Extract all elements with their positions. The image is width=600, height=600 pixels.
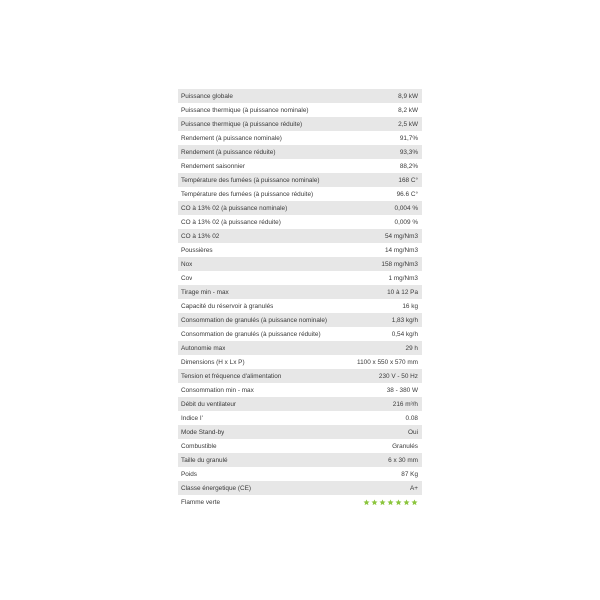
spec-label: Température des fumées (à puissance nominale) bbox=[181, 176, 320, 184]
spec-value: A+ bbox=[410, 484, 418, 492]
spec-row bbox=[178, 495, 422, 509]
spec-value: 93,3% bbox=[399, 148, 418, 156]
spec-row bbox=[178, 173, 422, 187]
spec-label: Classe énergetique (CE) bbox=[181, 484, 251, 492]
spec-label: Combustible bbox=[181, 442, 217, 450]
star-icon bbox=[363, 499, 370, 506]
star-icon bbox=[387, 499, 394, 506]
spec-value: 14 mg/Nm3 bbox=[384, 246, 418, 254]
spec-row bbox=[178, 481, 422, 495]
spec-value: 91,7% bbox=[399, 134, 418, 142]
spec-table bbox=[178, 89, 422, 509]
spec-value: 2,5 kW bbox=[398, 120, 418, 128]
spec-row bbox=[178, 89, 422, 103]
spec-value: 230 V - 50 Hz bbox=[378, 372, 418, 380]
star-icon bbox=[395, 499, 402, 506]
spec-value: 0,009 % bbox=[394, 218, 418, 226]
spec-row bbox=[178, 425, 422, 439]
spec-row bbox=[178, 467, 422, 481]
star-icon bbox=[371, 499, 378, 506]
spec-row bbox=[178, 411, 422, 425]
spec-value: 6 x 30 mm bbox=[388, 456, 418, 464]
spec-label: Indice I' bbox=[181, 414, 203, 422]
spec-label: Rendement saisonnier bbox=[181, 162, 245, 170]
spec-label: CO à 13% 02 (à puissance réduite) bbox=[181, 218, 281, 226]
spec-value: 158 mg/Nm3 bbox=[381, 260, 418, 268]
spec-value: 10 à 12 Pa bbox=[387, 288, 418, 296]
spec-value: 8,9 kW bbox=[398, 92, 418, 100]
spec-row bbox=[178, 103, 422, 117]
spec-label: Dimensions (H x Lx P) bbox=[181, 358, 245, 366]
spec-value: 54 mg/Nm3 bbox=[384, 232, 418, 240]
spec-label: Puissance thermique (à puissance nominale) bbox=[181, 106, 309, 114]
spec-row bbox=[178, 369, 422, 383]
spec-value: 88,2% bbox=[399, 162, 418, 170]
spec-value: 1100 x 550 x 570 mm bbox=[357, 358, 418, 366]
spec-row bbox=[178, 341, 422, 355]
spec-label: Rendement (à puissance réduite) bbox=[181, 148, 276, 156]
spec-value: 96.6 C° bbox=[396, 190, 418, 198]
spec-row bbox=[178, 159, 422, 173]
spec-value: 29 h bbox=[405, 344, 418, 352]
spec-label: Autonomie max bbox=[181, 344, 226, 352]
spec-label: CO à 13% 02 bbox=[181, 232, 220, 240]
spec-row bbox=[178, 439, 422, 453]
spec-row bbox=[178, 453, 422, 467]
spec-label: Débit du ventilateur bbox=[181, 400, 237, 408]
spec-label: Poussières bbox=[181, 246, 213, 254]
spec-label: Cov bbox=[181, 274, 193, 282]
flamme-verte-rating bbox=[363, 499, 418, 506]
spec-row bbox=[178, 187, 422, 201]
spec-label: Puissance globale bbox=[181, 92, 233, 100]
spec-row bbox=[178, 201, 422, 215]
spec-row bbox=[178, 313, 422, 327]
spec-row bbox=[178, 257, 422, 271]
spec-row bbox=[178, 145, 422, 159]
spec-value: 168 C° bbox=[398, 176, 418, 184]
spec-value: 1 mg/Nm3 bbox=[388, 274, 418, 282]
spec-value: 1,83 kg/h bbox=[391, 316, 418, 324]
spec-row bbox=[178, 131, 422, 145]
spec-value: 216 m³/h bbox=[392, 400, 418, 408]
spec-row bbox=[178, 271, 422, 285]
spec-label: Puissance thermique (à puissance réduite) bbox=[181, 120, 303, 128]
star-icon bbox=[403, 499, 410, 506]
spec-row bbox=[178, 117, 422, 131]
spec-label: Consommation min - max bbox=[181, 386, 254, 394]
spec-label: Flamme verte bbox=[181, 498, 221, 506]
spec-row bbox=[178, 327, 422, 341]
spec-row bbox=[178, 285, 422, 299]
spec-value: 0,004 % bbox=[394, 204, 418, 212]
spec-label: Tirage min - max bbox=[181, 288, 229, 296]
star-icon bbox=[411, 499, 418, 506]
spec-label: Capacité du réservoir à granulés bbox=[181, 302, 274, 310]
spec-label: Mode Stand-by bbox=[181, 428, 225, 436]
spec-value: 0,54 kg/h bbox=[391, 330, 418, 338]
spec-label: Nox bbox=[181, 260, 193, 268]
spec-value: 87 Kg bbox=[401, 470, 418, 478]
spec-value: Oui bbox=[408, 428, 418, 436]
spec-value: 8,2 kW bbox=[398, 106, 418, 114]
spec-label: CO à 13% 02 (à puissance nominale) bbox=[181, 204, 288, 212]
spec-row bbox=[178, 397, 422, 411]
spec-label: Consommation de granulés (à puissance nominale) bbox=[181, 316, 327, 324]
spec-label: Tension et fréquence d'alimentation bbox=[181, 372, 282, 380]
spec-label: Consommation de granulés (à puissance réduite) bbox=[181, 330, 321, 338]
spec-row bbox=[178, 299, 422, 313]
spec-row bbox=[178, 383, 422, 397]
spec-value: 38 - 380 W bbox=[386, 386, 418, 394]
spec-label: Rendement (à puissance nominale) bbox=[181, 134, 282, 142]
spec-value: 0.08 bbox=[405, 414, 418, 422]
spec-label: Température des fumées (à puissance réduite) bbox=[181, 190, 314, 198]
spec-row bbox=[178, 215, 422, 229]
spec-label: Taille du granulé bbox=[181, 456, 228, 464]
spec-label: Poids bbox=[181, 470, 197, 478]
spec-row bbox=[178, 355, 422, 369]
spec-value: 16 kg bbox=[402, 302, 418, 310]
spec-value: Granulés bbox=[392, 442, 418, 450]
spec-row bbox=[178, 229, 422, 243]
star-icon bbox=[379, 499, 386, 506]
spec-row bbox=[178, 243, 422, 257]
